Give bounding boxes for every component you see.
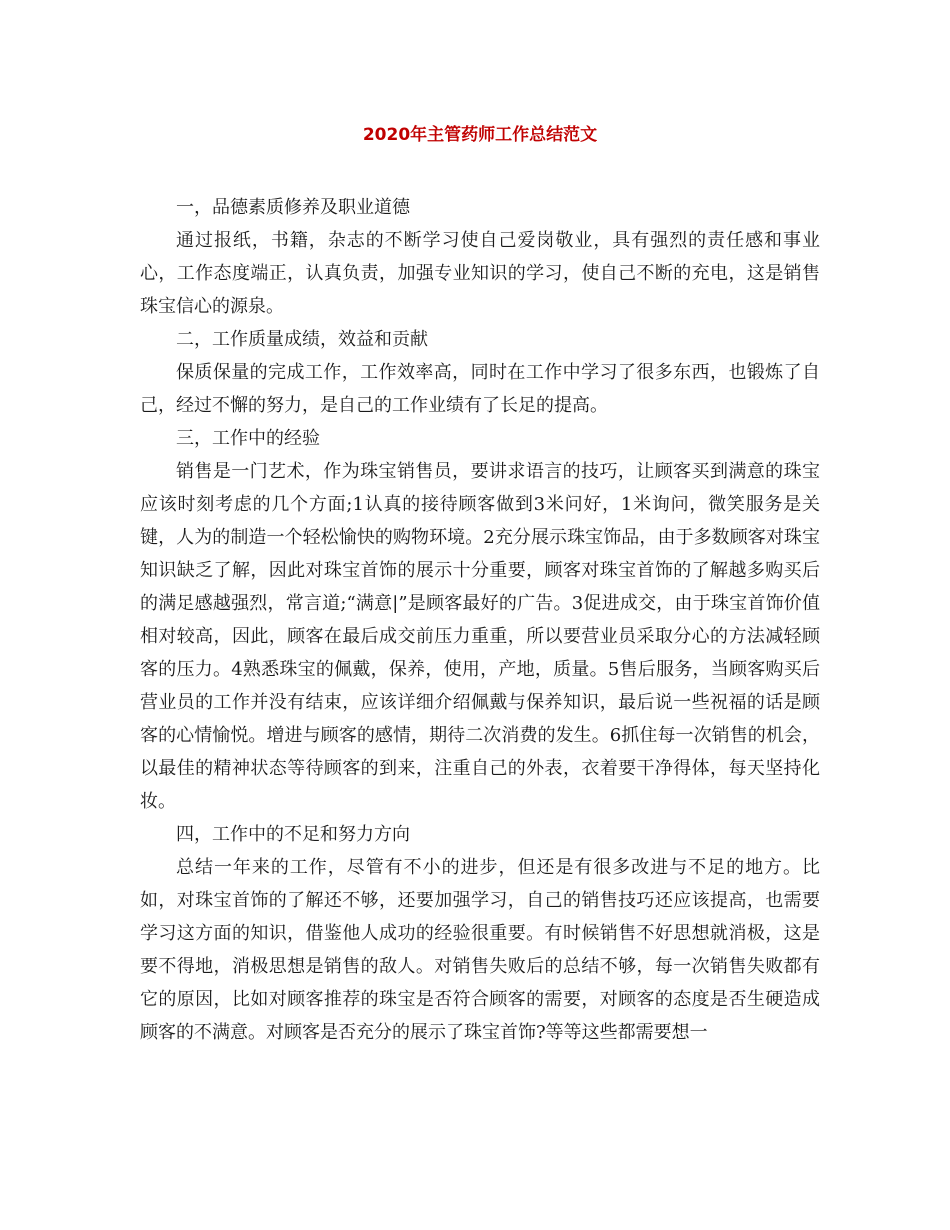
section-heading-1: 一，品德素质修养及职业道德	[176, 197, 410, 218]
body-paragraph-1: 通过报纸，书籍，杂志的不断学习使自己爱岗敬业，具有强烈的责任感和事业心，工作态度端正，认真负责，加强专业知识的学习，使自己不断的充电，这是销售珠宝信心的源泉。	[140, 230, 820, 317]
document-title: 2020年主管药师工作总结范文	[362, 125, 598, 145]
section-heading-4: 四，工作中的不足和努力方向	[176, 824, 410, 845]
section-heading-3: 三，工作中的经验	[176, 428, 320, 449]
body-paragraph-2: 保质保量的完成工作，工作效率高，同时在工作中学习了很多东西，也锻炼了自己，经过不懈的努力，是自己的工作业绩有了长足的提高。	[140, 362, 820, 416]
section-heading-2: 二，工作质量成绩，效益和贡献	[176, 329, 428, 350]
body-paragraph-3: 销售是一门艺术，作为珠宝销售员，要讲求语言的技巧，让顾客买到满意的珠宝应该时刻考虑的几个方面;1认真的接待顾客做到3米问好，1米询问，微笑服务是关键，人为的制造一个轻松愉快的购物环境。2充分展示珠宝饰品，由于多数顾客对珠宝知识缺乏了解，因此对珠宝首饰的展示十分重要，顾客对珠宝首饰的了解越多购买后的满足感越强烈，常言道;“满意|”是顾客最好的广告。3促进成交，由于珠宝首饰价值相对较高，因此，顾客在最后成交前压力重重，所以要营业员采取分心的方法减轻顾客的压力。4熟悉珠宝的佩戴，保养，使用，产地，质量。5售后服务，当顾客购买后营业员的工作并没有结束，应该详细介绍佩戴与保养知识，最后说一些祝福的话是顾客的心情愉悦。增进与顾客的感情，期待二次消费的发生。6抓住每一次销售的机会，以最佳的精神状态等待顾客的到来，注重自己的外表，衣着要干净得体，每天坚持化妆。	[140, 461, 820, 812]
document-page	[140, 118, 820, 1049]
body-paragraph-4: 总结一年来的工作，尽管有不小的进步，但还是有很多改进与不足的地方。比如，对珠宝首饰的了解还不够，还要加强学习，自己的销售技巧还应该提高，也需要学习这方面的知识，借鉴他人成功的经验很重要。有时候销售不好思想就消极，这是要不得地，消极思想是销售的敌人。对销售失败后的总结不够，每一次销售失败都有它的原因，比如对顾客推荐的珠宝是否符合顾客的需要，对顾客的态度是否生硬造成顾客的不满意。对顾客是否充分的展示了珠宝首饰?等等这些都需要想一	[140, 857, 820, 1043]
